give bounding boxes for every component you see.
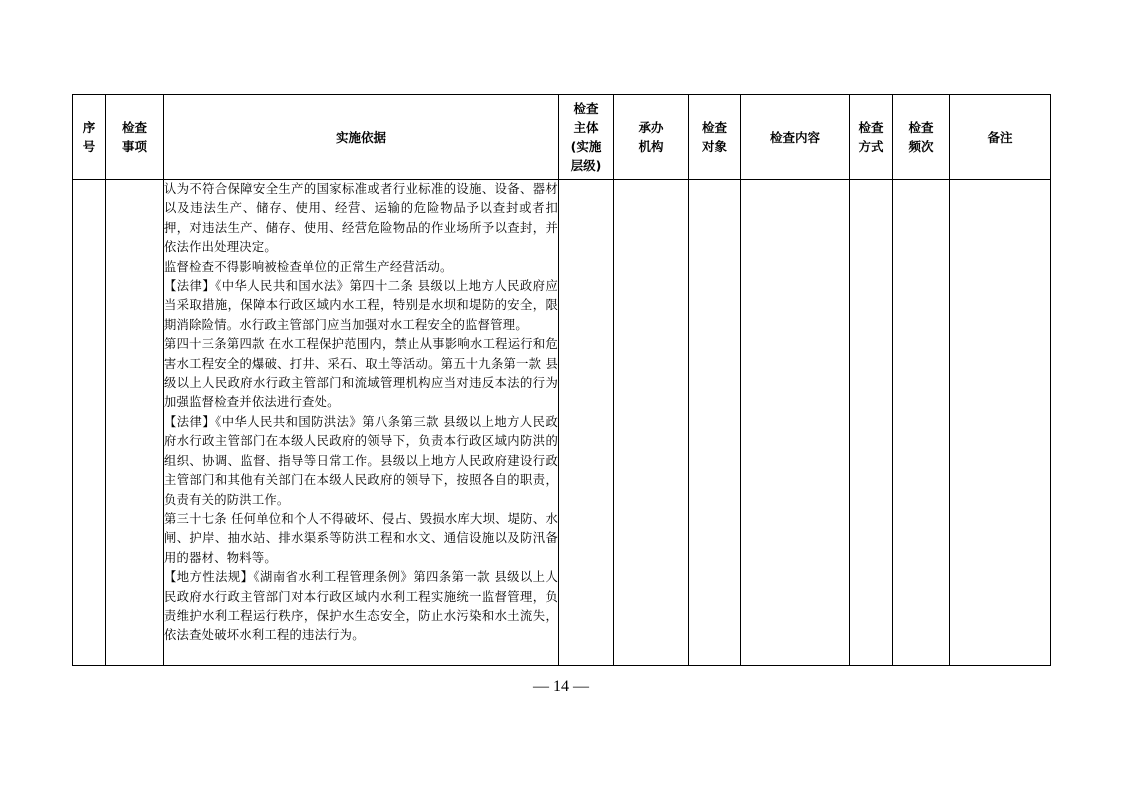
inspection-table: [72, 94, 1051, 666]
header-org: 承办 机构: [614, 95, 689, 180]
table-row: [73, 180, 1051, 666]
cell-org: [614, 180, 689, 666]
header-content: 检查内容: [741, 95, 850, 180]
cell-target: [689, 180, 741, 666]
cell-content: [741, 180, 850, 666]
cell-remarks: [950, 180, 1051, 666]
cell-subject: [559, 180, 614, 666]
header-remarks: 备注: [950, 95, 1051, 180]
cell-item: [106, 180, 164, 666]
header-target: 检查 对象: [689, 95, 741, 180]
page-number: — 14 —: [533, 678, 589, 695]
basis-paragraph: 第三十七条 任何单位和个人不得破坏、侵占、毁损水库大坝、堤防、水闸、护岸、抽水站、排水渠系等防洪工程和水文、通信设施以及防汛备用的器材、物料等。: [164, 511, 558, 565]
header-method: 检查 方式: [850, 95, 893, 180]
header-subject: 检查 主体 (实施 层级): [559, 95, 614, 180]
basis-paragraph: 认为不符合保障安全生产的国家标准或者行业标准的设施、设备、器材以及违法生产、储存、使用、经营、运输的危险物品予以查封或者扣押，对违法生产、储存、使用、经营危险物品的作业场所予以查封，并依法作出处理决定。: [164, 182, 558, 255]
cell-basis: [164, 180, 559, 666]
header-basis: 实施依据: [164, 95, 559, 180]
cell-frequency: [893, 180, 950, 666]
basis-paragraph: 监督检查不得影响被检查单位的正常生产经营活动。: [164, 259, 453, 274]
header-item: 检查 事项: [106, 95, 164, 180]
basis-paragraph: 第四十三条第四款 在水工程保护范围内，禁止从事影响水工程运行和危害水工程安全的爆破、打井、采石、取土等活动。第五十九条第一款 县级以上人民政府水行政主管部门和流域管理机构应当对违反本法的行为加强监督检查并依法进行查处。: [164, 337, 558, 410]
cell-method: [850, 180, 893, 666]
cell-seq: [73, 180, 106, 666]
basis-paragraph: 【地方性法规】《湖南省水利工程管理条例》第四条第一款 县级以上人民政府水行政主管部门对本行政区域内水利工程实施统一监督管理，负责维护水利工程运行秩序，保护水生态安全，防止水污染和水土流失，依法查处破坏水利工程的违法行为。: [164, 570, 558, 643]
basis-paragraph: 【法律】《中华人民共和国防洪法》第八条第三款 县级以上地方人民政府水行政主管部门在本级人民政府的领导下，负责本行政区域内防洪的组织、协调、监督、指导等日常工作。县级以上地方人民政府建设行政主管部门和其他有关部门在本级人民政府的领导下，按照各自的职责，负责有关的防洪工作。: [164, 414, 558, 507]
basis-paragraph: 【法律】《中华人民共和国水法》第四十二条 县级以上地方人民政府应当采取措施，保障本行政区域内水工程，特别是水坝和堤防的安全，限期消除险情。水行政主管部门应当加强对水工程安全的监督管理。: [164, 279, 558, 332]
header-frequency: 检查 频次: [893, 95, 950, 180]
header-seq: 序 号: [73, 95, 106, 180]
header-row: [73, 95, 1051, 180]
